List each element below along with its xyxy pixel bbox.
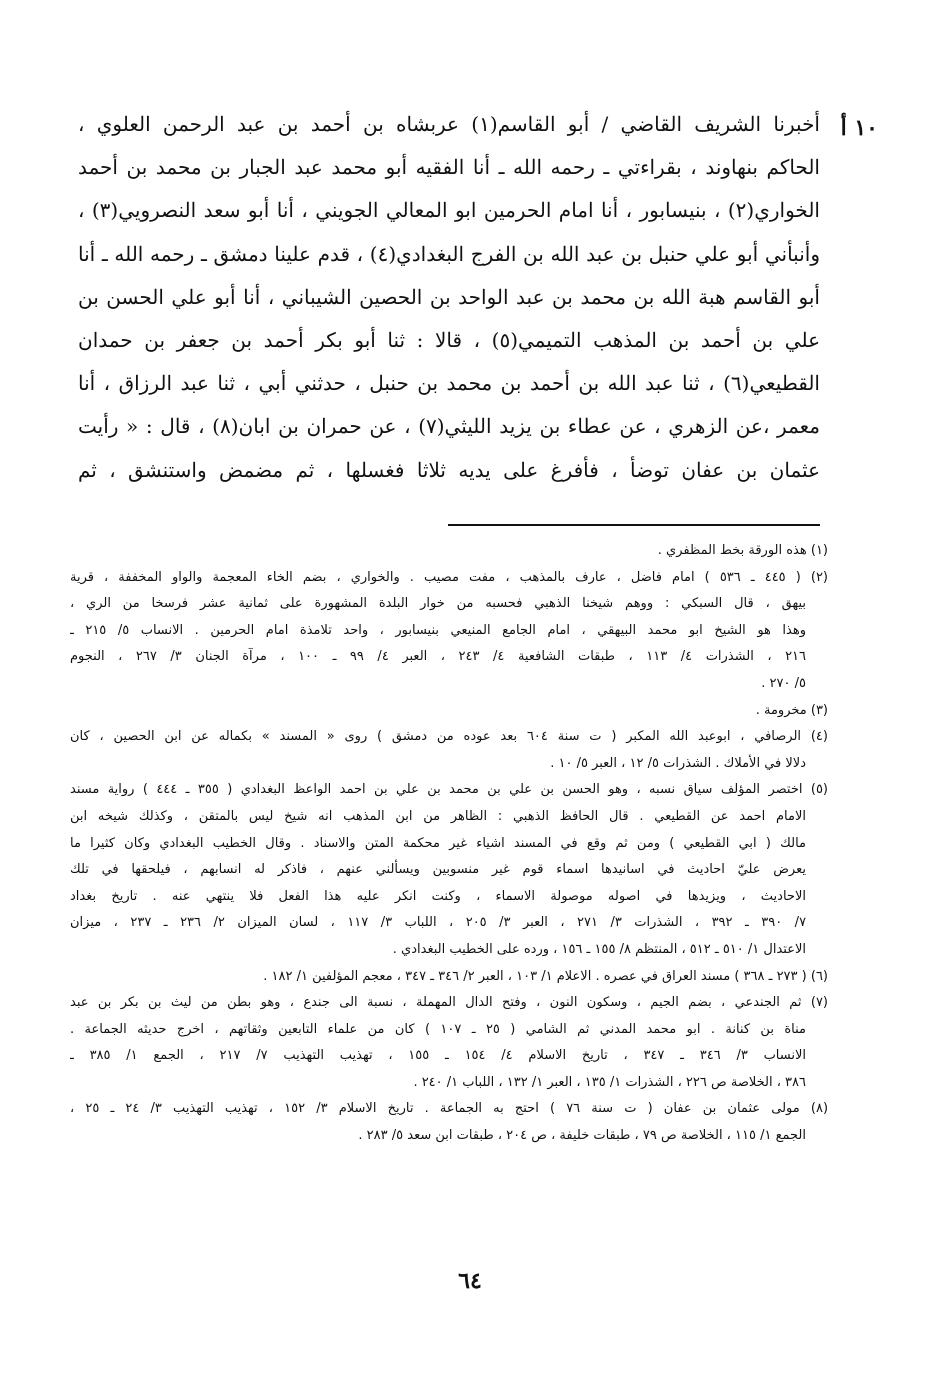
footnote-line: (٢) ( ٤٤٥ ـ ٥٣٦ ) امام فاضل ، عارف بالمذهب ، مفت مصيب . والخواري ، بضم الخاء المعجمة والواو المخففة ، قرية <box>70 569 828 585</box>
main-text-line: الحاكم بنهاوند ، بقراءتي ـ رحمه الله ـ أنا الفقيه أبو محمد عبد الجبار بن محمد بن أحمد <box>78 155 820 180</box>
footnote-line: ٧/ ٣٩٠ ـ ٣٩٢ ، الشذرات ٣/ ٢٧١ ، العبر ٣/ ٢٠٥ ، اللباب ٣/ ١١٧ ، لسان الميزان ٢/ ٢٣٦ ـ ٢٣٧ ، ميزان <box>70 915 807 931</box>
footnotes <box>70 538 828 1150</box>
main-text-line: علي بن أحمد بن المذهب التميمي(٥) ، قالا : ثنا أبو بكر أحمد بن جعفر بن حمدان <box>78 327 820 352</box>
footnote-line: ٣٨٦ ، الخلاصة ص ٢٢٦ ، الشذرات ١/ ١٣٥ ، العبر ١/ ١٣٢ ، اللباب ١/ ٢٤٠ . <box>413 1074 806 1090</box>
footnote-8 <box>70 1096 828 1149</box>
footnote-5 <box>70 777 828 963</box>
main-text-line: الخواري(٢) ، بنيسابور ، أنا امام الحرمين ابو المعالي الجويني ، أنا أبو سعد النصرويي(٣) ، <box>78 198 820 223</box>
main-text-line: معمر ،عن الزهري ، عن عطاء بن يزيد الليثي(٧) ، عن حمران بن ابان(٨) ، قال : « رأيت <box>78 414 820 439</box>
main-text-line: أخبرنا الشريف القاضي / أبو القاسم(١) عربشاه بن أحمد بن عبد الرحمن العلوي ، <box>78 112 820 136</box>
footnote-line: الجمع ١/ ١١٥ ، الخلاصة ص ٧٩ ، طبقات خليفة ، ص ٢٠٤ ، طبقات ابن سعد ٥/ ٢٨٣ . <box>358 1128 806 1144</box>
main-text-line: أبو القاسم هبة الله بن محمد بن عبد الواحد بن الحصين الشيباني ، أنا أبو علي الحسن بن <box>78 284 820 309</box>
footnote-line: الاحاديث ، ويزيدها في اصوله موصولة الاسماء ، وكنت انكر عليه هذا الفعل فلا ينتهي عنه . تاريخ بغداد <box>70 888 806 904</box>
footnote-line: (٦) ( ٢٧٣ ـ ٣٦٨ ) مسند العراق في عصره . الاعلام ١/ ١٠٣ ، العبر ٢/ ٣٤٦ ـ ٣٤٧ ، معجم المؤلفين ١/ ١٨٢ . <box>263 968 828 984</box>
footnote-line: (١) هذه الورقة بخط المظفري . <box>657 543 828 558</box>
folio-marker: ١٠ أ <box>840 115 878 141</box>
footnote-7 <box>70 990 828 1096</box>
footnote-2 <box>70 565 828 698</box>
main-text-line: القطيعي(٦) ، ثنا عبد الله بن أحمد بن محمد بن حنبل ، حدثني أبي ، ثنا عبد الرزاق ، أنا <box>78 371 820 396</box>
footnote-4 <box>70 724 828 777</box>
footnote-line: (٥) اختصر المؤلف سياق نسبه ، وهو الحسن بن علي بن محمد بن علي بن احمد الواعظ البغدادي ( ٣٥٥ ـ ٤٤٤ ) رواية مسند <box>70 782 828 798</box>
main-text-line: وأنبأني أبو علي حنبل بن عبد الله بن الفرج البغدادي(٤) ، قدم علينا دمشق ـ رحمه الله ـ أنا <box>78 241 820 266</box>
footnote-3 <box>70 698 828 725</box>
footnote-6 <box>70 964 828 991</box>
footnote-line: (٤) الرصافي ، ابوعبد الله المكبر ( ت سنة ٦٠٤ بعد عوده من دمشق ) روى « المسند » بكماله عن ابن الحصين ، كان <box>70 729 828 745</box>
page-number: ٦٤ <box>458 1268 482 1294</box>
footnote-line: مالك ( ابي القطيعي ) ومن ثم وقع في المسند اشياء غير محكمة المتن والاسناد . وقال الخطيب البغدادي وكان كثيرا ما <box>70 835 806 851</box>
footnote-line: (٧) ثم الجندعي ، بضم الجيم ، وسكون النون ، وفتح الدال المهملة ، نسبة الى جندع ، وهو بطن من ليث بن بكر بن عبد <box>70 995 828 1011</box>
footnote-line: (٨) مولى عثمان بن عفان ( ت سنة ٧٦ ) احتج به الجماعة . تاريخ الاسلام ٣/ ١٥٢ ، تهذيب التهذيب ٣/ ٢٤ ـ ٢٥ ، <box>70 1101 828 1117</box>
footnote-1 <box>70 538 828 565</box>
main-text <box>78 103 820 492</box>
footnote-line: الانساب ٣/ ٣٤٦ ـ ٣٤٧ ، تاريخ الاسلام ٤/ ١٥٤ ـ ١٥٥ ، تهذيب التهذيب ٧/ ٢١٧ ، الجمع ١/ ٣٨٥ ـ <box>70 1048 807 1064</box>
footnote-line: بيهق ، قال السبكي : ووهم شيخنا الذهبي فحسبه من خوار البلدة المشهورة على ثمانية عشر فرسخا من الري ، <box>70 596 806 612</box>
main-text-line: عثمان بن عفان توضأ ، فأفرغ على يديه ثلاثا فغسلها ، ثم مضمض واستنشق ، ثم <box>78 457 820 482</box>
footnote-line: (٣) مخرومة . <box>755 702 828 718</box>
footnote-line: الاعتدال ١/ ٥١٠ ـ ٥١٢ ، المنتظم ٨/ ١٥٥ ـ ١٥٦ ، ورده على الخطيب البغدادي . <box>392 941 806 957</box>
footnote-line: دلالا في الأملاك . الشذرات ٥/ ١٢ ، العبر ٥/ ١٠ . <box>550 755 806 771</box>
footnote-line: ٢١٦ ، الشذرات ٤/ ١١٣ ، طبقات الشافعية ٤/ ٢٤٣ ، العبر ٤/ ٩٩ ـ ١٠٠ ، مرآة الجنان ٣/ ٢٦٧ ، النجوم <box>70 649 807 665</box>
footnote-separator <box>448 524 820 526</box>
footnote-line: مناة بن كنانة . ابو محمد المدني ثم الشامي ( ٢٥ ـ ١٠٧ ) كان من علماء التابعين وثقاتهم ، اخرج حديثه الجماعة . <box>70 1021 806 1037</box>
footnote-line: وهذا هو الشيخ ابو محمد البيهقي ، امام الجامع المنيعي بنيسابور ، واحد تلامذة امام الحرمين . الانساب ٥/ ٢١٥ ـ <box>70 622 806 638</box>
footnote-line: ٥/ ٢٧٠ . <box>761 675 806 691</box>
footnote-line: يعرض عليّ احاديث في اسانيدها اسماء قوم غير منسوبين ويسألني عنهم ، فاذكر له انسابهم ، فيلحقها في تلك <box>70 862 806 878</box>
footnote-line: الامام احمد عن القطيعي . قال الحافظ الذهبي : الظاهر من ابن المذهب انه شيخ ليس بالمتقن ، وكذلك شيخه ابن <box>70 808 806 824</box>
